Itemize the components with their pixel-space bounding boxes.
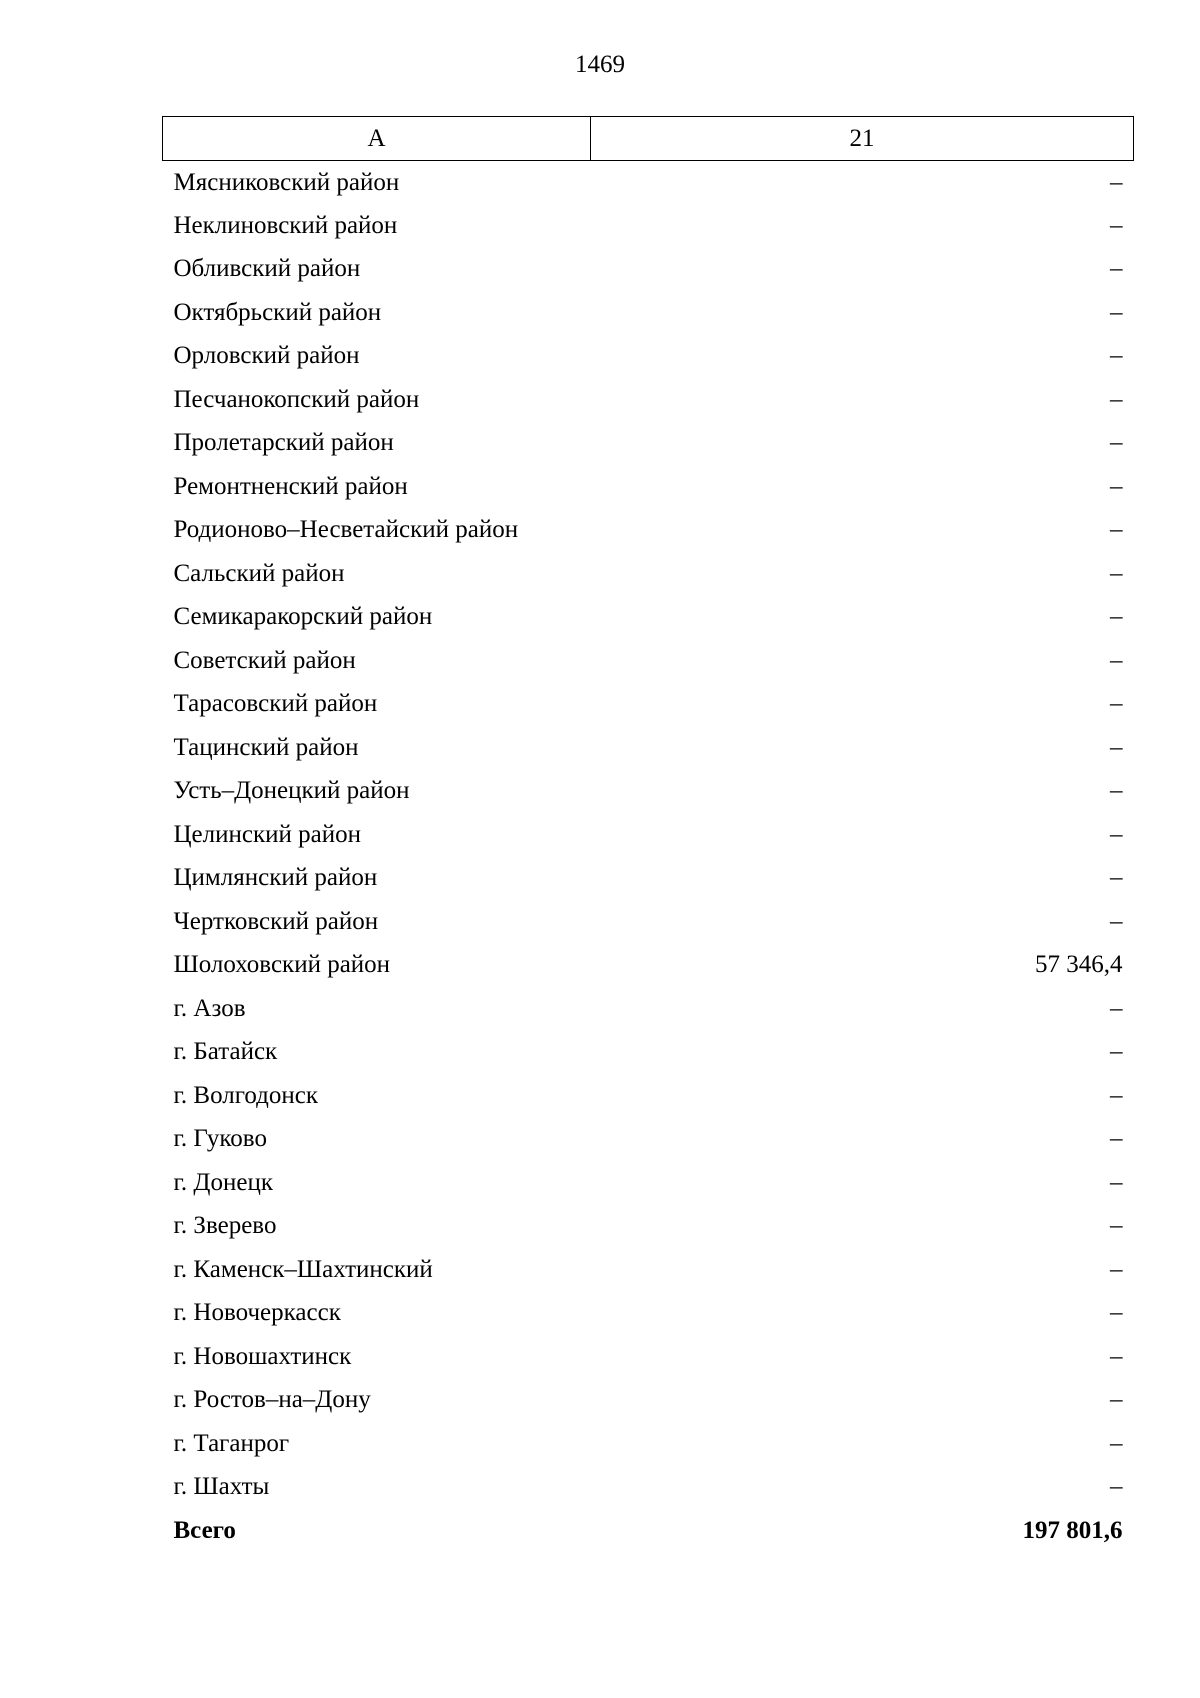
- table-row: [163, 944, 1134, 988]
- table-row: [163, 1161, 1134, 1205]
- table-row: [163, 1335, 1134, 1379]
- row-name: Родионово–Несветайский район: [173, 516, 519, 544]
- row-value: –: [1110, 646, 1123, 674]
- table-body: [163, 161, 1134, 1553]
- row-value: –: [1110, 255, 1123, 283]
- total-label: Всего: [173, 1516, 236, 1544]
- table-row: [163, 596, 1134, 640]
- row-value: –: [1110, 1255, 1123, 1283]
- row-name: г. Гуково: [173, 1125, 267, 1153]
- row-value: –: [1110, 1081, 1123, 1109]
- table-row: [163, 1031, 1134, 1075]
- row-name: Мясниковский район: [173, 168, 400, 196]
- row-name: г. Новочеркасск: [173, 1299, 341, 1327]
- table-row: [163, 204, 1134, 248]
- row-value: –: [1110, 603, 1123, 631]
- row-value: –: [1110, 1168, 1123, 1196]
- row-name: Советский район: [173, 646, 356, 674]
- row-value: –: [1110, 733, 1123, 761]
- header-row: [163, 117, 1134, 161]
- row-name: Песчанокопский район: [173, 385, 420, 413]
- table-row: [163, 1248, 1134, 1292]
- row-name: г. Ростов–на–Дону: [173, 1386, 371, 1414]
- row-name: г. Таганрог: [173, 1429, 290, 1457]
- table-row: [163, 161, 1134, 205]
- row-value: 57 346,4: [1035, 951, 1123, 979]
- row-name: Неклиновский район: [173, 211, 398, 239]
- row-name: г. Новошахтинск: [173, 1342, 352, 1370]
- table-row: [163, 639, 1134, 683]
- row-value: –: [1110, 820, 1123, 848]
- total-row: [163, 1509, 1134, 1553]
- row-name: Цимлянский район: [173, 864, 378, 892]
- table-row: [163, 1422, 1134, 1466]
- row-value: –: [1110, 1038, 1123, 1066]
- row-value: –: [1110, 211, 1123, 239]
- table-row: [163, 1466, 1134, 1510]
- table-row: [163, 509, 1134, 553]
- row-name: г. Шахты: [173, 1473, 270, 1501]
- table-row: [163, 813, 1134, 857]
- row-name: г. Батайск: [173, 1038, 278, 1066]
- row-value: –: [1110, 1473, 1123, 1501]
- row-value: –: [1110, 907, 1123, 935]
- table-row: [163, 422, 1134, 466]
- data-table-container: [162, 116, 1134, 1553]
- table-row: [163, 1074, 1134, 1118]
- row-value: –: [1110, 690, 1123, 718]
- total-value: 197 801,6: [1022, 1516, 1123, 1544]
- table-row: [163, 683, 1134, 727]
- row-value: –: [1110, 342, 1123, 370]
- table-row: [163, 291, 1134, 335]
- row-name: Октябрьский район: [173, 298, 382, 326]
- table-row: [163, 1118, 1134, 1162]
- row-name: Ремонтненский район: [173, 472, 408, 500]
- table-row: [163, 248, 1134, 292]
- row-name: Тацинский район: [173, 733, 359, 761]
- row-name: г. Донецк: [173, 1168, 273, 1196]
- table-row: [163, 770, 1134, 814]
- row-name: Пролетарский район: [173, 429, 394, 457]
- row-value: –: [1110, 1212, 1123, 1240]
- table-row: [163, 1292, 1134, 1336]
- row-name: Усть–Донецкий район: [173, 777, 410, 805]
- row-value: –: [1110, 1386, 1123, 1414]
- row-value: –: [1110, 1342, 1123, 1370]
- table-header: [163, 117, 1134, 161]
- row-value: –: [1110, 168, 1123, 196]
- page-number: 1469: [575, 51, 625, 78]
- row-value: –: [1110, 429, 1123, 457]
- header-column-21: 21: [591, 117, 1134, 161]
- row-name: Семикаракорский район: [173, 603, 433, 631]
- row-value: –: [1110, 994, 1123, 1022]
- row-value: –: [1110, 864, 1123, 892]
- table-row: [163, 900, 1134, 944]
- row-name: Целинский район: [173, 820, 361, 848]
- row-name: Сальский район: [173, 559, 345, 587]
- table-row: [163, 1205, 1134, 1249]
- row-value: –: [1110, 777, 1123, 805]
- row-value: –: [1110, 385, 1123, 413]
- table-row: [163, 465, 1134, 509]
- table-row: [163, 335, 1134, 379]
- table-row: [163, 1379, 1134, 1423]
- row-value: –: [1110, 559, 1123, 587]
- row-value: –: [1110, 1125, 1123, 1153]
- table-row: [163, 987, 1134, 1031]
- row-value: –: [1110, 298, 1123, 326]
- row-name: Шолоховский район: [173, 951, 391, 979]
- row-name: Тарасовский район: [173, 690, 378, 718]
- row-name: г. Зверево: [173, 1212, 277, 1240]
- row-name: г. Каменск–Шахтинский: [173, 1255, 433, 1283]
- table-row: [163, 378, 1134, 422]
- header-column-a: А: [163, 117, 591, 161]
- row-name: г. Азов: [173, 994, 246, 1022]
- row-value: –: [1110, 1429, 1123, 1457]
- row-name: Обливский район: [173, 255, 361, 283]
- row-value: –: [1110, 472, 1123, 500]
- row-value: –: [1110, 1299, 1123, 1327]
- table-row: [163, 726, 1134, 770]
- data-table: [162, 116, 1134, 1553]
- table-row: [163, 857, 1134, 901]
- row-name: Орловский район: [173, 342, 360, 370]
- row-value: –: [1110, 516, 1123, 544]
- row-name: г. Волгодонск: [173, 1081, 319, 1109]
- table-row: [163, 552, 1134, 596]
- row-name: Чертковский район: [173, 907, 379, 935]
